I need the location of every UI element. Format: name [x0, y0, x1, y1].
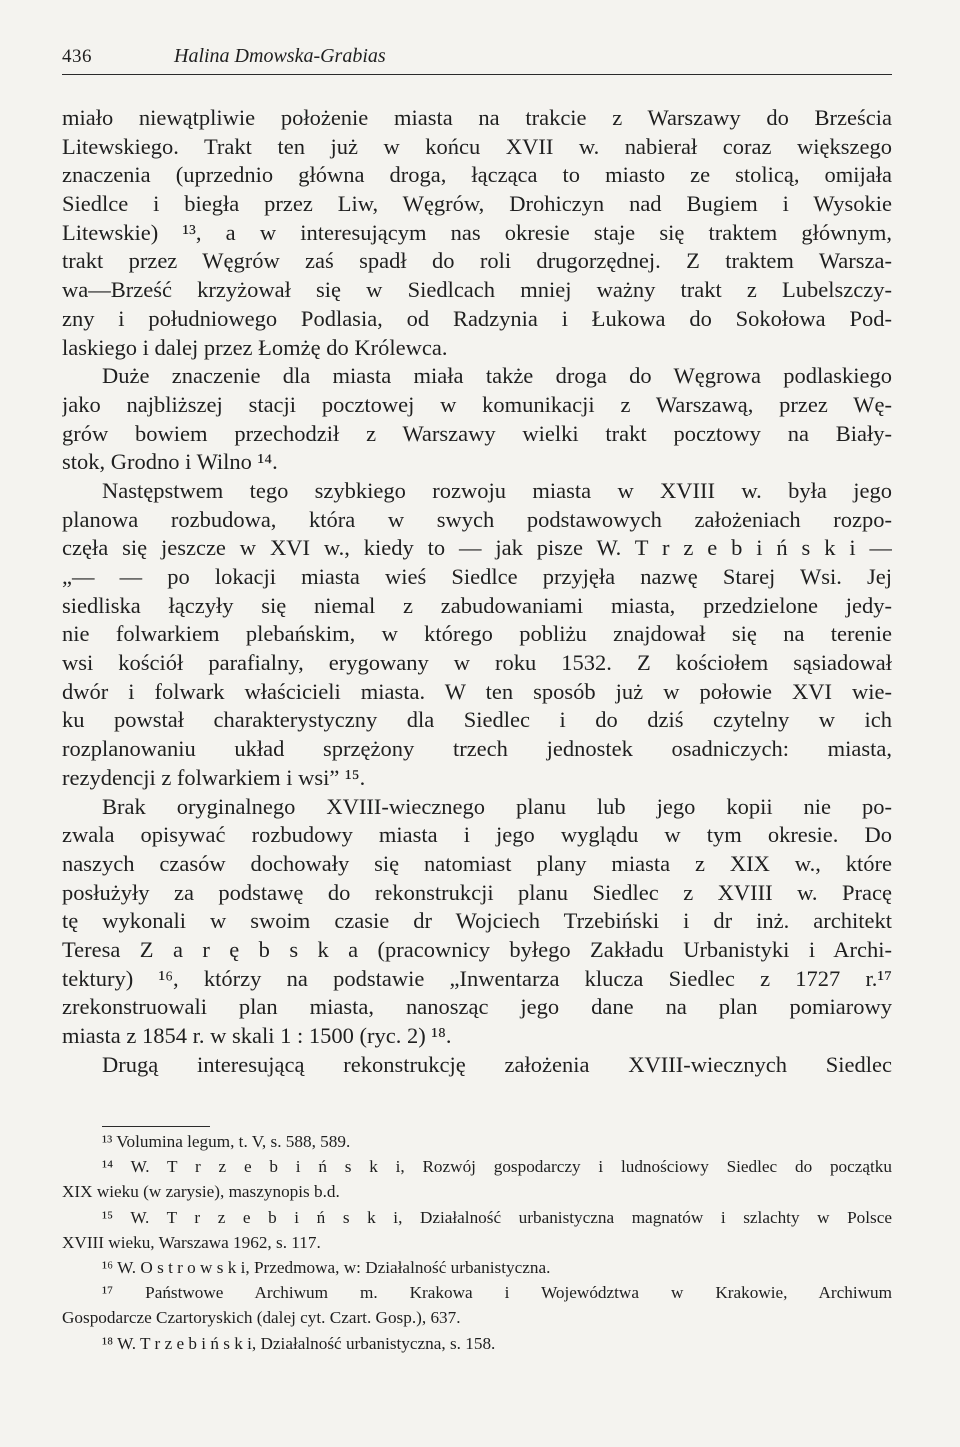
footnote-line: Gospodarcze Czartoryskich (dalej cyt. Czart. Gosp.), 637. [62, 1308, 461, 1328]
footnote-rule [102, 1126, 210, 1127]
text-line: trakt przez Węgrów zaś spadł do roli drugorzędnej. Z traktem Warsza- [62, 248, 892, 274]
running-head: Halina Dmowska-Grabias [174, 45, 386, 67]
text-line: zrekonstruowali plan miasta, nanosząc jego dane na plan pomiarowy [62, 994, 892, 1020]
text-line: wa—Brześć krzyżował się w Siedlcach mniej ważny trakt z Lubelszczy- [62, 277, 892, 303]
text-line: Następstwem tego szybkiego rozwoju miasta w XVIII w. była jego [102, 477, 892, 503]
text-line: znaczenia (uprzednio główna droga, łącząca to miasto ze stolicą, omijała [62, 162, 892, 188]
text-line: laskiego i dalej przez Łomżę do Królewca. [62, 334, 448, 360]
text-line: Teresa Z a r ę b s k a (pracownicy byłego Zakładu Urbanistyki i Archi- [62, 936, 892, 962]
footnote-line: ¹⁵ W. T r z e b i ń s k i, Działalność urbanistyczna magnatów i szlachty w Polsce [102, 1207, 892, 1227]
text-line: dwór i folwark właścicieli miasta. W ten sposób już w połowie XVI wie- [62, 678, 892, 704]
footnote-line: ¹³ Volumina legum, t. V, s. 588, 589. [102, 1132, 351, 1151]
page-header [62, 40, 892, 75]
text-line: planowa rozbudowa, która w swych podstawowych założeniach rozpo- [62, 506, 892, 532]
text-line: Siedlce i biegła przez Liw, Węgrów, Drohiczyn nad Bugiem i Wysokie [62, 191, 892, 217]
text-line: wsi kościół parafialny, erygowany w roku 1532. Z kościołem sąsiadował [62, 650, 892, 676]
footnote-line: ¹⁴ W. T r z e b i ń s k i, Rozwój gospodarczy i ludnościowy Siedlec do początku [102, 1157, 892, 1177]
text-line: siedliska łączyły się niemal z zabudowaniami miasta, przedzielone jedy- [62, 592, 892, 618]
footnotes [62, 1129, 892, 1356]
page-number: 436 [62, 46, 92, 67]
text-line: rozplanowaniu układ sprzężony trzech jednostek osadniczych: miasta, [62, 736, 892, 762]
text-line: Brak oryginalnego XVIII-wiecznego planu lub jego kopii nie po- [102, 793, 892, 819]
text-line: naszych czasów dochowały się natomiast plany miasta z XIX w., które [62, 850, 892, 876]
text-line: miało niewątpliwie położenie miasta na trakcie z Warszawy do Brześcia [62, 105, 892, 130]
text-line: „— — po lokacji miasta wieś Siedlce przyjęła nazwę Starej Wsi. Jej [62, 564, 892, 589]
text-line: Litewskiego. Trakt ten już w końcu XVII w. nabierał coraz większego [62, 133, 892, 159]
text-line: miasta z 1854 r. w skali 1 : 1500 (ryc. 2) ¹⁸. [62, 1023, 452, 1048]
footnote-line: ¹⁶ W. O s t r o w s k i, Przedmowa, w: Działalność urbanistyczna. [102, 1257, 551, 1277]
footnote-line: XIX wieku (w zarysie), maszynopis b.d. [62, 1182, 340, 1202]
footnote-line: ¹⁷ Państwowe Archiwum m. Krakowa i Województwa w Krakowie, Archiwum [102, 1283, 892, 1303]
footnote-line: ¹⁸ W. T r z e b i ń s k i, Działalność urbanistyczna, s. 158. [102, 1333, 496, 1353]
text-line: Litewskie) ¹³, a w interesującym nas okresie staje się traktem głównym, [62, 219, 892, 245]
text-line: zwala opisywać rozbudowy miasta i jego wyglądu w tym okresie. Do [62, 822, 892, 848]
text-line: posłużyły za podstawę do rekonstrukcji planu Siedlec z XVIII w. Pracę [62, 879, 892, 905]
footnote-line: XVIII wieku, Warszawa 1962, s. 117. [62, 1232, 321, 1252]
text-line: Duże znaczenie dla miasta miała także droga do Węgrowa podlaskiego [102, 363, 892, 389]
text-line: grów bowiem przechodził z Warszawy wielki trakt pocztowy na Biały- [62, 420, 892, 446]
text-line: jako najbliższej stacji pocztowej w komunikacji z Warszawą, przez Wę- [62, 391, 892, 417]
text-line: ku powstał charakterystyczny dla Siedlec i do dziś czytelny w ich [62, 707, 892, 733]
text-line: tektury) ¹⁶, którzy na podstawie „Inwentarza klucza Siedlec z 1727 r.¹⁷ [62, 965, 892, 991]
text-line: częła się jeszcze w XVI w., kiedy to — jak pisze W. T r z e b i ń s k i — [62, 535, 892, 561]
text-line: stok, Grodno i Wilno ¹⁴. [62, 449, 278, 475]
text-line: zny i południowego Podlasia, od Radzynia i Łukowa do Sokołowa Pod- [62, 305, 892, 331]
text-line: tę wykonali w swoim czasie dr Wojciech Trzebiński i dr inż. architekt [62, 908, 892, 934]
body-text [62, 104, 892, 1079]
text-line: Drugą interesującą rekonstrukcję założenia XVIII-wiecznych Siedlec [102, 1051, 892, 1077]
text-line: rezydencji z folwarkiem i wsi” ¹⁵. [62, 764, 366, 790]
text-line: nie folwarkiem plebańskim, w którego pobliżu znajdował się na terenie [62, 621, 892, 647]
